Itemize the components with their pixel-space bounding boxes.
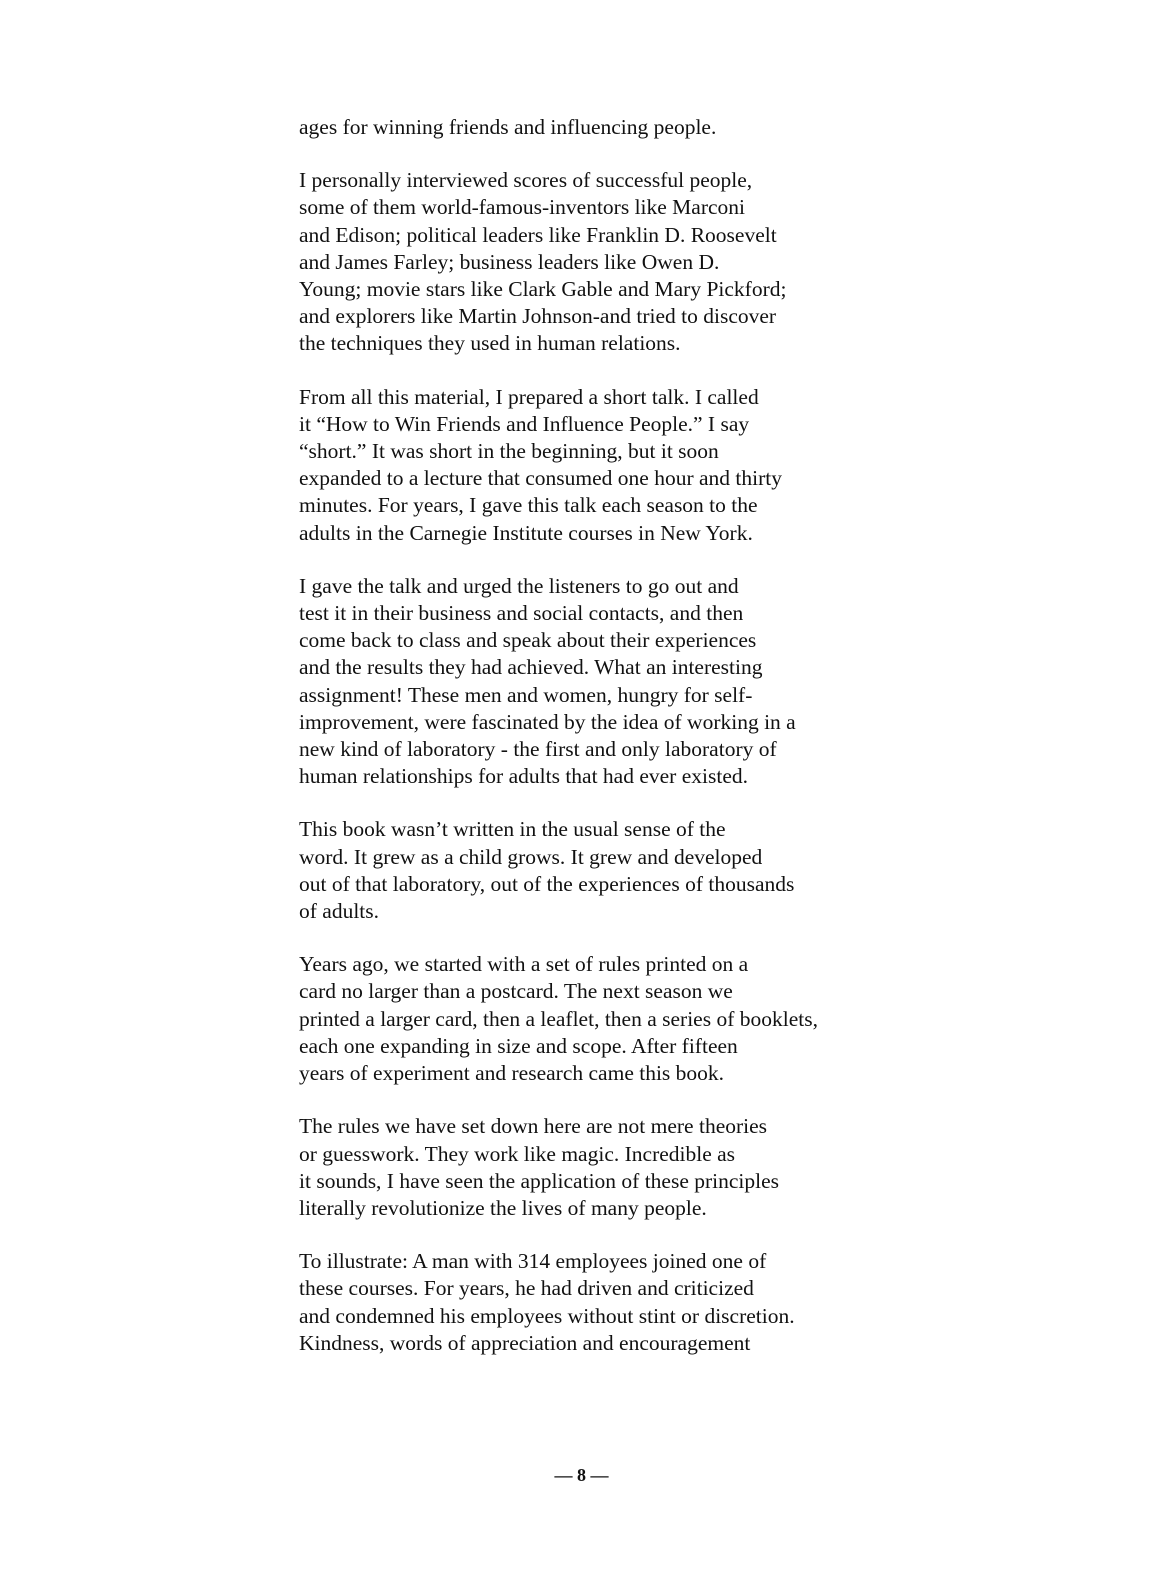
text-line: I personally interviewed scores of successful people,	[299, 168, 753, 193]
text-line: Kindness, words of appreciation and encouragement	[299, 1330, 751, 1355]
paragraph-2	[299, 167, 919, 357]
text-line: card no larger than a postcard. The next season we	[299, 979, 733, 1004]
text-line: and James Farley; business leaders like Owen D.	[299, 249, 720, 274]
text-line: “short.” It was short in the beginning, but it soon	[299, 439, 719, 464]
text-line: and the results they had achieved. What an interesting	[299, 655, 763, 680]
text-line: adults in the Carnegie Institute courses in New York.	[299, 520, 753, 545]
text-line: new kind of laboratory - the first and only laboratory of	[299, 737, 777, 762]
text-line: or guesswork. They work like magic. Incredible as	[299, 1141, 736, 1166]
text-line: assignment! These men and women, hungry for self-	[299, 682, 753, 707]
page-number: — 8 —	[554, 1465, 609, 1485]
paragraph-7	[299, 1113, 919, 1222]
text-line: out of that laboratory, out of the experiences of thousands	[299, 871, 795, 896]
text-line: some of them world-famous-inventors like Marconi	[299, 195, 746, 220]
text-line: these courses. For years, he had driven and criticized	[299, 1276, 754, 1301]
text-line: years of experiment and research came this book.	[299, 1061, 725, 1086]
text-line: ages for winning friends and influencing people.	[299, 115, 717, 139]
text-line: From all this material, I prepared a short talk. I called	[299, 384, 759, 409]
text-line: Young; movie stars like Clark Gable and Mary Pickford;	[299, 277, 787, 302]
paragraph-3	[299, 384, 919, 547]
text-line: the techniques they used in human relations.	[299, 331, 681, 356]
text-line: and condemned his employees without stint or discretion.	[299, 1303, 795, 1328]
text-line: The rules we have set down here are not mere theories	[299, 1114, 768, 1139]
text-line: improvement, were fascinated by the idea of working in a	[299, 709, 796, 734]
paragraph-1	[299, 114, 919, 141]
text-line: minutes. For years, I gave this talk each season to the	[299, 493, 758, 518]
text-line: This book wasn’t written in the usual sense of the	[299, 817, 726, 842]
text-line: and explorers like Martin Johnson-and tried to discover	[299, 304, 777, 329]
text-line: To illustrate: A man with 314 employees joined one of	[299, 1249, 767, 1274]
text-line: of adults.	[299, 899, 380, 924]
paragraph-5	[299, 816, 919, 925]
paragraph-6	[299, 951, 919, 1087]
text-line: each one expanding in size and scope. After fifteen	[299, 1033, 738, 1058]
text-line: printed a larger card, then a leaflet, then a series of booklets,	[299, 1006, 818, 1031]
text-line: I gave the talk and urged the listeners to go out and	[299, 573, 739, 598]
text-line: it sounds, I have seen the application of these principles	[299, 1168, 780, 1193]
text-line: it “How to Win Friends and Influence People.” I say	[299, 411, 750, 436]
text-line: human relationships for adults that had ever existed.	[299, 764, 748, 789]
text-line: word. It grew as a child grows. It grew and developed	[299, 844, 763, 869]
text-line: Years ago, we started with a set of rules printed on a	[299, 952, 749, 977]
paragraph-8	[299, 1248, 919, 1357]
text-line: literally revolutionize the lives of many people.	[299, 1195, 707, 1220]
page-body	[299, 114, 919, 1383]
text-line: test it in their business and social contacts, and then	[299, 601, 744, 626]
text-line: and Edison; political leaders like Franklin D. Roosevelt	[299, 222, 777, 247]
paragraph-4	[299, 573, 919, 791]
text-line: expanded to a lecture that consumed one hour and thirty	[299, 466, 782, 491]
text-line: come back to class and speak about their experiences	[299, 628, 757, 653]
